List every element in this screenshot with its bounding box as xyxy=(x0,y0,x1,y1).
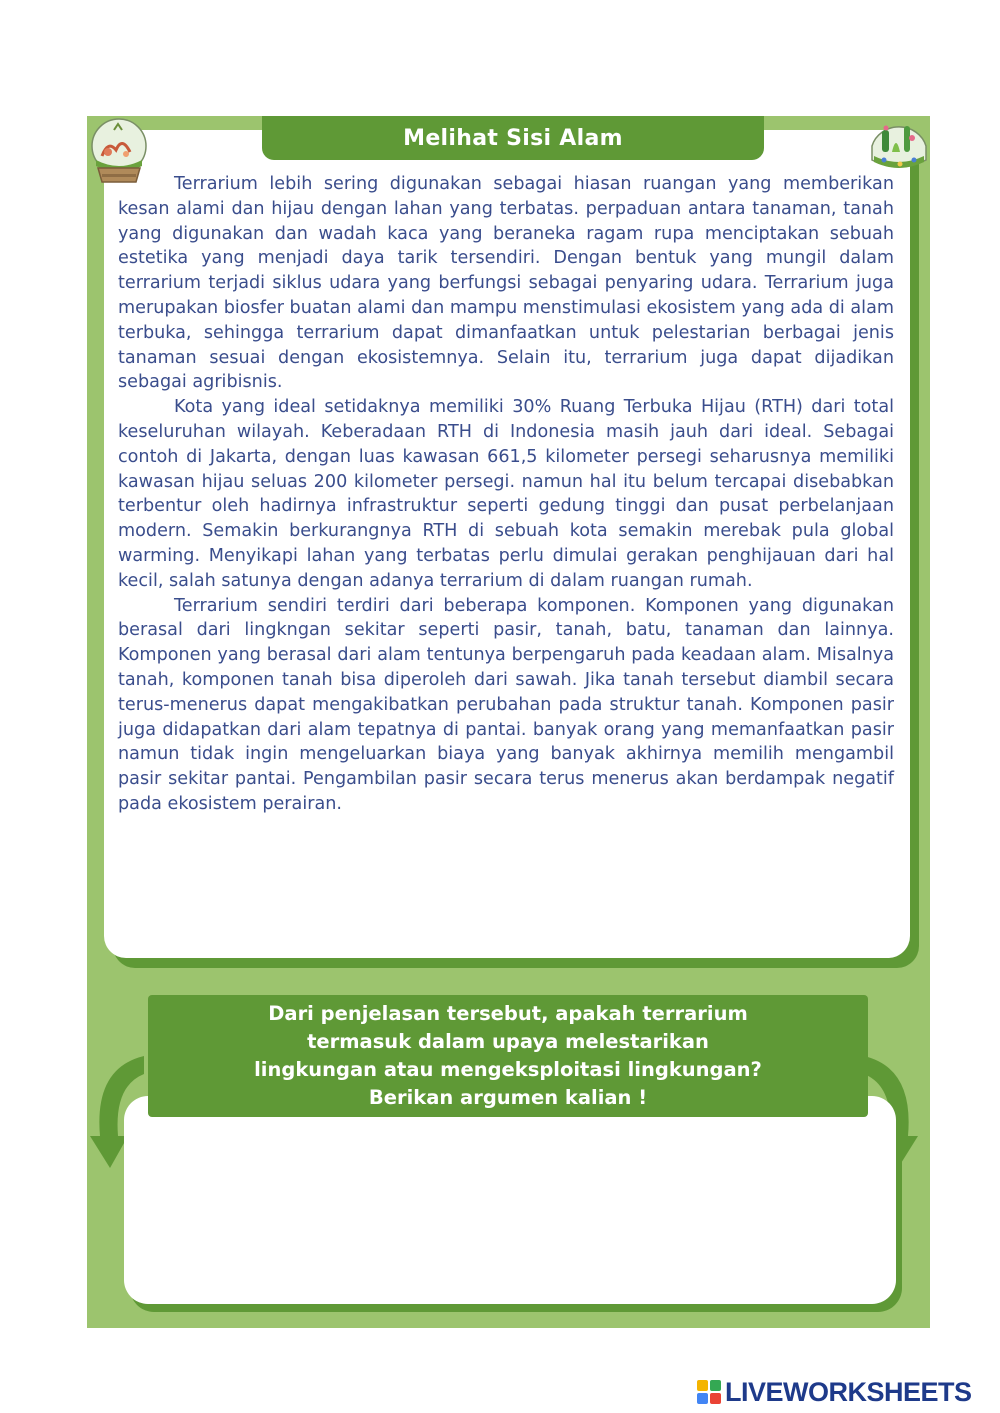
paragraph-2: Kota yang ideal setidaknya memiliki 30% Ruang Terbuka Hijau (RTH) dari total keseluruhan wilayah. Keberadaan RTH di Indonesia masih jauh dari ideal. Sebagai contoh di Jakarta, dengan luas kawasan 661,5 kilometer persegi seharusnya memiliki kawasan hijau seluas 200 kilometer persegi. namun hal itu belum tercapai disebabkan terbentur oleh hadirnya infrastruktur seperti gedung tinggi dan pusat perbelanjaan modern. Semakin berkurangnya RTH di sebuah kota semakin merebak pula global warming. Menyikapi lahan yang terbatas perlu dimulai gerakan penghijauan dari hal kecil, salah satunya dengan adanya terrarium di dalam ruangan rumah. xyxy=(118,397,894,591)
question-line: lingkungan atau mengeksploitasi lingkungan? xyxy=(254,1058,762,1081)
answer-input[interactable] xyxy=(124,1096,896,1304)
worksheet-title: Melihat Sisi Alam xyxy=(262,116,764,160)
liveworksheets-brand[interactable] xyxy=(697,1376,972,1408)
question-line: Dari penjelasan tersebut, apakah terrarium xyxy=(268,1002,748,1025)
reading-text xyxy=(118,172,894,817)
paragraph-1: Terrarium lebih sering digunakan sebagai hiasan ruangan yang memberikan kesan alami dan hijau dengan lahan yang terbatas. perpaduan antara tanaman, tanah yang digunakan dan wadah kaca yang beraneka ragam rupa menciptakan sebuah estetika yang menjadi daya tarik tersendiri. Dengan bentuk yang mungil dalam terrarium terjadi siklus udara yang berfungsi sebagai penyaring udara. Terrarium juga merupakan biosfer buatan alami dan mampu menstimulasi ekosistem yang ada di alam terbuka, sehingga terrarium dapat dimanfaatkan untuk pelestarian berbagai jenis tanaman sesuai dengan ekosistemnya. Selain itu, terrarium juga dapat dijadikan sebagai agribisnis. xyxy=(118,174,894,393)
logo-square xyxy=(697,1393,708,1404)
terrarium-plants-icon xyxy=(866,116,932,176)
logo-square xyxy=(710,1393,721,1404)
question-box xyxy=(148,995,868,1117)
question-line: termasuk dalam upaya melestarikan xyxy=(307,1030,709,1053)
question-line: Berikan argumen kalian ! xyxy=(368,1086,648,1109)
logo-square xyxy=(697,1380,708,1391)
brand-name: LIVEWORKSHEETS xyxy=(725,1376,972,1407)
paragraph-3: Terrarium sendiri terdiri dari beberapa komponen. Komponen yang digunakan berasal dari lingkngan sekitar seperti pasir, tanah, batu, tanaman dan lainnya. Komponen yang berasal dari alam tentunya berpengaruh pada keadaan alam. Misalnya tanah, komponen tanah bisa diperoleh dari sawah. Jika tanah tersebut diambil secara terus-menerus dapat mengakibatkan perubahan pada struktur tanah. Komponen pasir juga didapatkan dari alam tepatnya di pantai. banyak orang yang memanfaatkan pasir namun tidak ingin mengeluarkan biaya yang banyak akhirnya memilih mengambil pasir sekitar pantai. Pengambilan pasir secara terus menerus akan berdampak negatif pada ekosistem perairan. xyxy=(118,595,894,814)
logo-square xyxy=(710,1380,721,1391)
liveworksheets-logo-icon xyxy=(697,1380,721,1404)
